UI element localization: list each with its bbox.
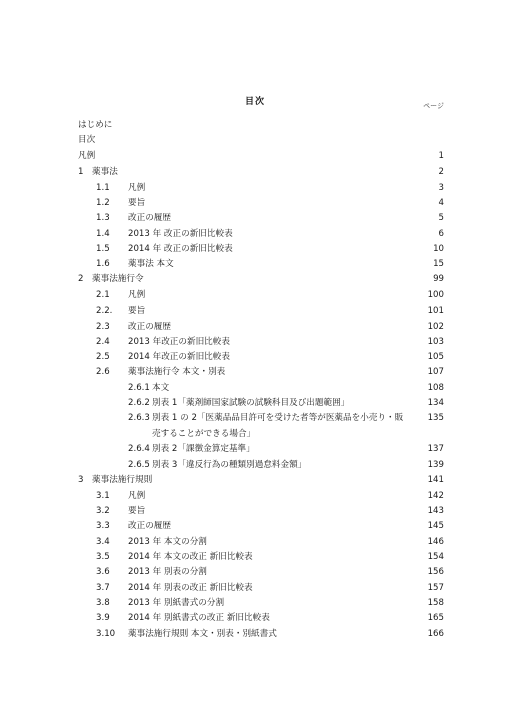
toc-entry-number: 1.4	[96, 229, 110, 239]
toc-entry-page: 142	[427, 491, 444, 501]
toc-entry[interactable]	[0, 536, 510, 552]
toc-entry-text: 目次	[78, 135, 96, 145]
toc-entry-page: 102	[427, 322, 444, 332]
toc-entry[interactable]	[0, 612, 510, 628]
toc-entry-text: 2013 年 本文の分割	[128, 537, 207, 547]
toc-entry-text: 改正の履歴	[128, 213, 171, 223]
toc-entry-text: 本文	[152, 383, 170, 393]
toc-entry-text: 2014 年 改正の新旧比較表	[128, 244, 233, 254]
toc-entry-text: 売することができる場合」	[152, 429, 256, 439]
toc-entry-text: 凡例	[128, 183, 146, 193]
toc-entry-text: 薬事法施行令 本文・別表	[128, 367, 226, 377]
toc-entry-page: 2	[438, 167, 444, 177]
toc-entry-text: 改正の履歴	[128, 521, 171, 531]
toc-entry[interactable]	[0, 474, 510, 490]
toc-entry[interactable]	[0, 490, 510, 506]
toc-entry[interactable]	[0, 243, 510, 259]
toc-entry[interactable]	[0, 351, 510, 367]
toc-entry-page: 107	[427, 367, 444, 377]
toc-entry-page: 100	[427, 290, 444, 300]
toc-entry-number: 3.1	[96, 491, 110, 501]
toc-entry[interactable]	[0, 150, 510, 166]
toc-entry-page: 1	[438, 151, 444, 161]
toc-entry-text: 別表 1「薬剤師国家試験の試験科目及び出題範囲」	[152, 398, 350, 408]
toc-entry-number: 3.4	[96, 537, 110, 547]
toc-entry[interactable]	[0, 182, 510, 198]
toc-entry-page: 99	[433, 274, 444, 284]
toc-entry-number: 3.9	[96, 613, 110, 623]
toc-entry-page: 146	[427, 537, 444, 547]
toc-entry-number: 3.8	[96, 598, 110, 608]
toc-entry[interactable]	[0, 520, 510, 536]
toc-entry-text: 凡例	[128, 290, 146, 300]
toc-entry-number: 2.3	[96, 322, 110, 332]
toc-entry-text: 別表 3「違反行為の種類別過怠料金額」	[152, 460, 307, 470]
toc-entry-page: 156	[427, 567, 444, 577]
toc-entry-number: 3.5	[96, 552, 110, 562]
toc-entry-page: 6	[438, 229, 444, 239]
toc-entry-number: 3.3	[96, 521, 110, 531]
toc-entry-text: 2014 年 別表の改正 新旧比較表	[128, 583, 253, 593]
toc-entry-number: 2.6.3	[128, 413, 150, 423]
toc-entry-number: 2.4	[96, 337, 110, 347]
toc-entry-number: 2.6.2	[128, 398, 150, 408]
toc-entry[interactable]	[0, 134, 510, 150]
toc-entry-text: 別表 1 の 2「医薬品品目許可を受けた者等が医薬品を小売り・販	[152, 413, 404, 423]
toc-entry-text: 薬事法	[92, 167, 118, 177]
toc-entry-number: 1	[78, 167, 84, 177]
toc-entry-number: 3.2	[96, 506, 110, 516]
toc-entry[interactable]	[0, 273, 510, 289]
toc-entry-page: 165	[427, 613, 444, 623]
toc-entry-number: 1.2	[96, 198, 110, 208]
toc-entry-number: 1.3	[96, 213, 110, 223]
toc-entry[interactable]	[0, 321, 510, 337]
toc-entry[interactable]	[0, 382, 510, 398]
toc-entry-page: 105	[427, 352, 444, 362]
toc-entry[interactable]	[0, 582, 510, 598]
toc-entry-text: 薬事法施行令	[92, 274, 144, 284]
toc-entry-text: 凡例	[128, 491, 146, 501]
toc-entry-text: 要旨	[128, 306, 146, 316]
toc-entry-number: 2.6	[96, 367, 110, 377]
toc-entry-page: 108	[427, 383, 444, 393]
toc-entry-page: 135	[427, 413, 444, 423]
toc-entry-page: 103	[427, 337, 444, 347]
toc-entry-page: 15	[433, 259, 444, 269]
toc-entry-number: 2.6.1	[128, 383, 150, 393]
toc-entry[interactable]	[0, 212, 510, 228]
toc-entry-page: 166	[427, 629, 444, 639]
toc-entry[interactable]	[0, 289, 510, 305]
toc-entry-page: 3	[438, 183, 444, 193]
toc-entry-text: 2013 年改正の新旧比較表	[128, 337, 230, 347]
toc-entry[interactable]	[0, 597, 510, 613]
toc-entry-text: 改正の履歴	[128, 322, 171, 332]
toc-entry[interactable]	[0, 366, 510, 382]
toc-entry[interactable]	[0, 119, 510, 135]
toc-entry-page: 154	[427, 552, 444, 562]
toc-entry-text: 要旨	[128, 506, 146, 516]
toc-entry-number: 3	[78, 475, 84, 485]
toc-entry[interactable]	[0, 305, 510, 321]
toc-entry-continuation	[0, 428, 510, 444]
toc-entry-number: 1.5	[96, 244, 110, 254]
toc-entry-number: 2.6.5	[128, 460, 150, 470]
toc-entry-text: 薬事法施行規則	[92, 475, 153, 485]
toc-entry[interactable]	[0, 443, 510, 459]
toc-entry-text: 薬事法 本文	[128, 259, 174, 269]
toc-entry-page: 137	[427, 444, 444, 454]
toc-entry-page: 141	[427, 475, 444, 485]
toc-entry-page: 10	[433, 244, 444, 254]
toc-entry-number: 2	[78, 274, 84, 284]
toc-entry-text: 2014 年 本文の改正 新旧比較表	[128, 552, 253, 562]
toc-entry-number: 1.6	[96, 259, 110, 269]
toc-entry-page: 5	[438, 213, 444, 223]
toc-entry[interactable]	[0, 505, 510, 521]
page-column-header: ページ	[423, 102, 444, 110]
toc-entry[interactable]	[0, 258, 510, 274]
toc-entry-text: 要旨	[128, 198, 146, 208]
toc-entry-number: 3.7	[96, 583, 110, 593]
toc-entry-number: 2.2.	[96, 306, 113, 316]
toc-entry-number: 1.1	[96, 183, 110, 193]
toc-entry-text: 2013 年 改正の新旧比較表	[128, 229, 233, 239]
toc-entry[interactable]	[0, 336, 510, 352]
toc-entry-text: 2013 年 別表の分割	[128, 567, 207, 577]
toc-entry[interactable]	[0, 566, 510, 582]
toc-entry-page: 101	[427, 306, 444, 316]
toc-entry-page: 157	[427, 583, 444, 593]
toc-entry-text: 2014 年 別紙書式の改正 新旧比較表	[128, 613, 270, 623]
toc-entry-text: 2013 年 別紙書式の分割	[128, 598, 225, 608]
toc-entry-number: 3.6	[96, 567, 110, 577]
toc-entry[interactable]	[0, 459, 510, 475]
toc-entry-text: 別表 2「課徴金算定基準」	[152, 444, 255, 454]
toc-entry[interactable]	[0, 166, 510, 182]
toc-entry-page: 134	[427, 398, 444, 408]
toc-entry-text: はじめに	[78, 120, 113, 130]
toc-entry[interactable]	[0, 197, 510, 213]
toc-entry-number: 2.1	[96, 290, 110, 300]
toc-entry-text: 凡例	[78, 151, 96, 161]
toc-entry-number: 3.10	[96, 629, 116, 639]
toc-entry[interactable]	[0, 397, 510, 413]
toc-entry-text: 2014 年改正の新旧比較表	[128, 352, 230, 362]
toc-entry[interactable]	[0, 412, 510, 428]
toc-entry-page: 139	[427, 460, 444, 470]
toc-entry-page: 143	[427, 506, 444, 516]
toc-entry[interactable]	[0, 628, 510, 644]
toc-entry-page: 158	[427, 598, 444, 608]
toc-entry[interactable]	[0, 551, 510, 567]
toc-entry-number: 2.6.4	[128, 444, 150, 454]
toc-entry[interactable]	[0, 228, 510, 244]
toc-entry-page: 145	[427, 521, 444, 531]
toc-entry-page: 4	[438, 198, 444, 208]
toc-title: 目次	[244, 97, 265, 107]
toc-entry-number: 2.5	[96, 352, 110, 362]
toc-entry-text: 薬事法施行規則 本文・別表・別紙書式	[128, 629, 277, 639]
